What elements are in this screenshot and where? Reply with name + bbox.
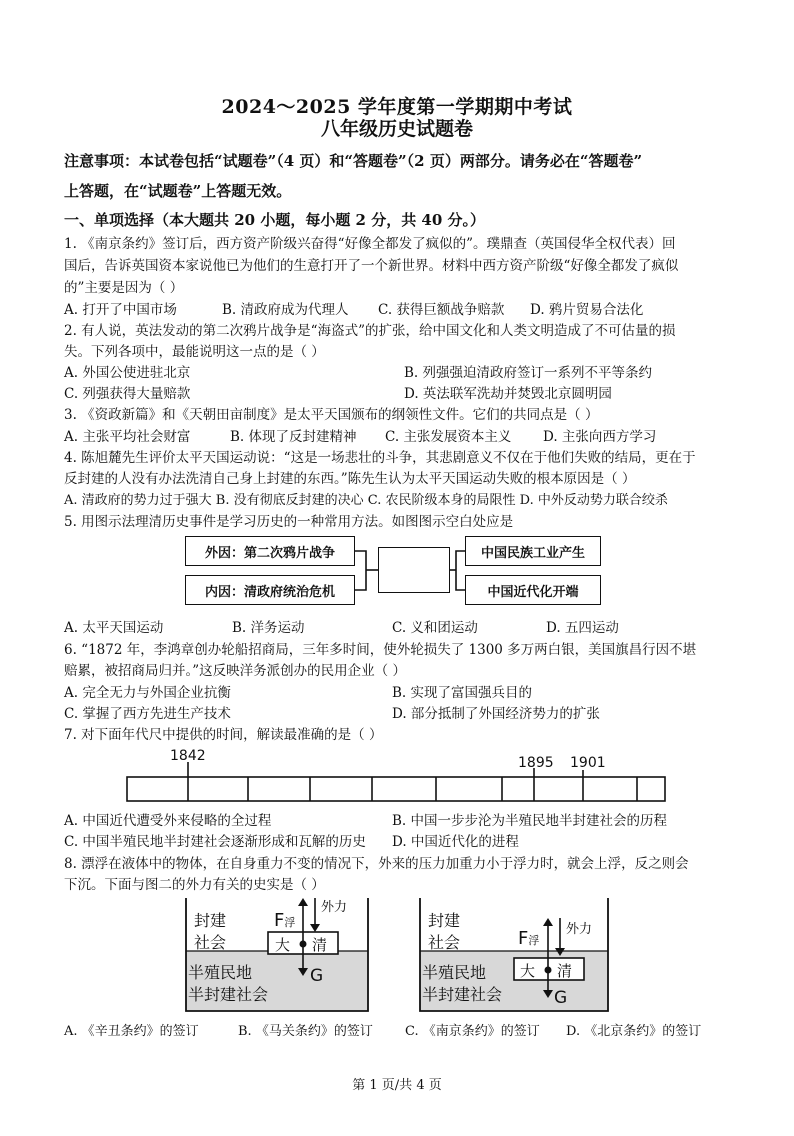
exam-title: 2024～2025 学年度第一学期期中考试 [221, 96, 573, 118]
q6-option-a: A. 完全无力与外国企业抗衡 [64, 685, 231, 701]
notice-line-1: 注意事项：本试卷包括“试题卷”（4 页）和“答题卷”（2 页）两部分。请务必在“答题卷” [64, 152, 643, 170]
q8-f1-semi-2: 半封建社会 [188, 985, 269, 1004]
q1-option-a: A. 打开了中国市场 [64, 302, 177, 318]
q7-line-1: 7. 对下面年代尺中提供的时间，解读最准确的是（ ） [64, 727, 383, 743]
q8-f1-block-qing: 清 [312, 936, 328, 954]
q7-option-d: D. 中国近代化的进程 [392, 834, 519, 850]
q6-line-2: 赔累，被招商局归并。”这反映洋务派创办的民用企业（ ） [64, 663, 406, 679]
q8-f1-block-da: 大 [275, 936, 291, 954]
q8-f1-f-sub: 浮 [284, 916, 296, 929]
q5-option-c: C. 义和团运动 [392, 620, 478, 636]
q5-line-1: 5. 用图示法理清历史事件是学习历史的一种常用方法。如图图示空白处应是 [64, 514, 514, 530]
q3-option-b: B. 体现了反封建精神 [230, 429, 357, 445]
q3-option-c: C. 主张发展资本主义 [385, 429, 512, 445]
q7-option-a: A. 中国近代遭受外来侵略的全过程 [64, 813, 272, 829]
q7-year-1895: 1895 [518, 755, 554, 771]
q8-f1-feudal-1: 封建 [194, 911, 227, 930]
q4-options: A. 清政府的势力过于强大 B. 没有彻底反封建的决心 C. 农民阶级本身的局限性 D. 中外反动势力联合绞杀 [64, 493, 668, 508]
q1-option-d: D. 鸦片贸易合法化 [530, 302, 644, 318]
q8-option-a: A. 《辛丑条约》的签订 [64, 1024, 199, 1039]
q8-f2-gravity: G [554, 988, 568, 1008]
q8-f2-f-sub: 浮 [528, 934, 540, 947]
q8-f1-f-label: F [274, 910, 285, 931]
q8-f2-feudal-1: 封建 [428, 911, 461, 930]
q3-line-1: 3. 《资政新篇》和《天朝田亩制度》是太平天国颁布的纲领性文件。它们的共同点是（ ） [64, 407, 599, 423]
q8-f2-external-force: 外力 [566, 922, 593, 937]
q5-option-d: D. 五四运动 [546, 620, 619, 636]
q5-box-external-cause-text: 外因：第二次鸦片战争 [204, 545, 335, 561]
q8-f2-float-force [518, 928, 539, 949]
q7-year-1901: 1901 [570, 755, 606, 771]
q8-f1-gravity: G [310, 966, 324, 986]
q8-f1-feudal-2: 社会 [194, 933, 227, 952]
q2-option-d: D. 英法联军洗劫并焚毁北京圆明园 [404, 386, 612, 402]
q8-f2-semi-2: 半封建社会 [422, 985, 503, 1004]
q8-f2-f-label: F [518, 928, 529, 949]
q3-option-d: D. 主张向西方学习 [543, 429, 657, 445]
q2-option-a: A. 外国公使进驻北京 [64, 365, 191, 381]
q8-f1-external-force: 外力 [321, 900, 348, 915]
q3-option-a: A. 主张平均社会财富 [64, 429, 191, 445]
q1-line-1: 1. 《南京条约》签订后，西方资产阶级兴奋得“好像全都发了疯似的”。璞鼎查（英国侵华全权代表）回 [64, 236, 676, 252]
q5-option-a: A. 太平天国运动 [64, 620, 164, 636]
q7-option-c: C. 中国半殖民地半封建社会逐渐形成和瓦解的历史 [64, 834, 366, 850]
q5-box-modernization-start-text: 中国近代化开端 [487, 584, 579, 600]
q1-option-b: B. 清政府成为代理人 [222, 302, 349, 318]
q6-line-1: 6. “1872 年，李鸿章创办轮船招商局，三年多时间，使外轮损失了 1300 多万两白银，美国旗昌行因不堪 [64, 642, 697, 658]
q1-line-2: 国后，告诉英国资本家说他已为他们的生意打开了一个新世界。材料中西方资产阶级“好像全都发了疯似 [64, 258, 679, 274]
q8-figure-2 [414, 896, 614, 1014]
q2-option-c: C. 列强获得大量赔款 [64, 386, 191, 402]
q5-box-national-industry-text: 中国民族工业产生 [480, 545, 585, 561]
q2-line-1: 2. 有人说，英法发动的第二次鸦片战争是“海盗式”的扩张，给中国文化和人类文明造成了不可估量的损 [64, 323, 676, 339]
q8-f2-block-da: 大 [520, 962, 536, 980]
notice-line-2: 上答题，在“试题卷”上答题无效。 [64, 182, 292, 200]
q8-option-b: B. 《马关条约》的签订 [238, 1024, 373, 1039]
q6-option-d: D. 部分抵制了外国经济势力的扩张 [392, 706, 600, 722]
q6-option-c: C. 掌握了西方先进生产技术 [64, 706, 231, 722]
q5-option-b: B. 洋务运动 [232, 620, 305, 636]
q8-f1-semi-1: 半殖民地 [188, 963, 253, 982]
q1-line-3: 的”主要是因为（ ） [64, 280, 184, 296]
q8-option-c: C. 《南京条约》的签订 [405, 1024, 540, 1039]
q8-f2-feudal-2: 社会 [428, 933, 461, 952]
q8-line-1: 8. 漂浮在液体中的物体，在自身重力不变的情况下，外来的压力加重力小于浮力时，就会上浮，反之则会 [64, 856, 689, 872]
q8-line-2: 下沉。下面与图二的外力有关的史实是（ ） [64, 877, 325, 893]
section-heading: 一、单项选择（本大题共 20 小题，每小题 2 分，共 40 分。） [64, 211, 486, 229]
q8-f2-block-qing: 清 [557, 962, 573, 980]
q7-option-b: B. 中国一步步沦为半殖民地半封建社会的历程 [392, 813, 668, 829]
q8-option-d: D. 《北京条约》的签订 [566, 1024, 702, 1039]
q2-line-2: 失。下列各项中，最能说明这一点的是（ ） [64, 344, 325, 360]
q8-f1-float-force [274, 910, 295, 931]
q4-line-1: 4. 陈旭麓先生评价太平天国运动说：“这是一场悲壮的斗争，其悲剧意义不仅在于他们失败的结局，更在于 [64, 450, 696, 466]
exam-subtitle: 八年级历史试题卷 [320, 118, 473, 140]
q7-year-1842: 1842 [170, 748, 206, 764]
page-footer: 第 1 页/共 4 页 [352, 1078, 442, 1093]
q8-figure-1 [180, 896, 375, 1014]
q5-box-internal-cause-text: 内因：清政府统治危机 [204, 584, 335, 600]
q1-option-c: C. 获得巨额战争赔款 [378, 302, 505, 318]
q2-option-b: B. 列强强迫清政府签订一系列不平等条约 [404, 365, 653, 381]
q4-line-2: 反封建的人没有办法洗清自己身上封建的东西。”陈先生认为太平天国运动失败的根本原因是（ ） [64, 471, 636, 487]
q6-option-b: B. 实现了富国强兵目的 [392, 685, 533, 701]
q8-f2-semi-1: 半殖民地 [422, 963, 487, 982]
